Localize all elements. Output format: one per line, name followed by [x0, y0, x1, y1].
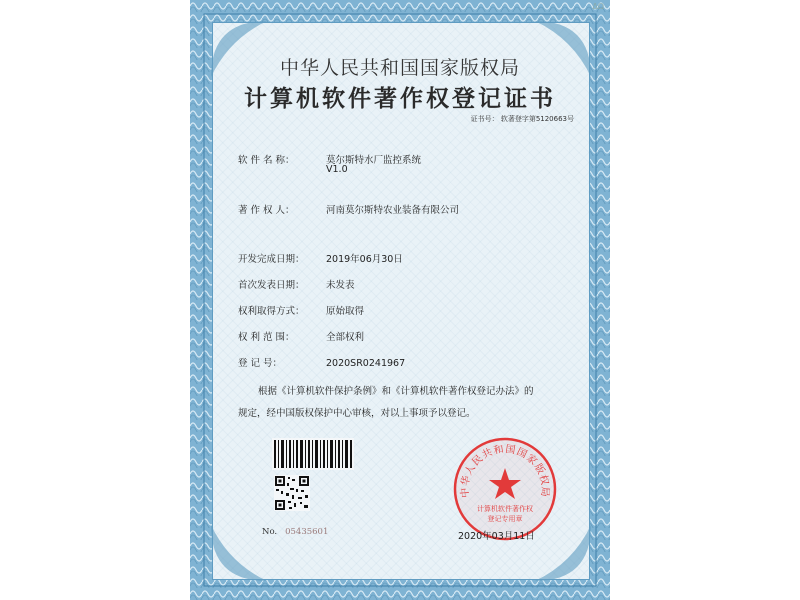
field-registration-number: [238, 355, 405, 369]
certificate-title: 计算机软件著作权登记证书: [244, 85, 556, 112]
seal-inner-line-2: 登记专用章: [487, 515, 523, 523]
issue-date: 2020年03月11日: [458, 531, 535, 542]
corner-annotation: ΔΩ: [592, 2, 604, 11]
field-value: 2020SR0241967: [326, 358, 406, 369]
field-acquisition-method: [238, 303, 364, 317]
field-label: 权 利 范 围：: [238, 332, 295, 343]
field-copyright-owner: [238, 202, 459, 216]
field-label: 著 作 权 人：: [238, 205, 295, 216]
field-label: 首次发表日期：: [238, 280, 305, 291]
issuer-title: 中华人民共和国国家版权局: [279, 57, 520, 79]
barcode-icon: [272, 438, 354, 470]
field-value: 2019年06月30日: [326, 254, 403, 265]
field-label: 权利取得方式：: [238, 306, 305, 317]
field-publication-date: [238, 277, 355, 291]
certificate-number: 证书号： 软著登字第5120663号: [470, 115, 574, 123]
field-value: 原始取得: [326, 306, 365, 317]
field-label: 开发完成日期：: [238, 254, 305, 265]
statement-line-2: 规定，经中国版权保护中心审核，对以上事项予以登记。: [238, 408, 476, 419]
qr-code-icon: [274, 475, 310, 511]
serial-number: [262, 527, 328, 537]
software-version: V1.0: [326, 164, 348, 175]
field-value: 未发表: [326, 280, 355, 291]
field-label: 软 件 名 称：: [238, 155, 295, 166]
field-label: 登 记 号：: [238, 358, 283, 369]
seal-ring-text: 中华人民共和国国家版权局: [459, 444, 551, 499]
certificate: [190, 0, 610, 600]
field-rights-scope: [238, 329, 364, 343]
field-value: 莫尔斯特水厂监控系统: [326, 155, 422, 166]
corner-ornament-icon: [209, 523, 269, 583]
field-completion-date: [238, 251, 403, 265]
field-value: 河南莫尔斯特农业装备有限公司: [326, 205, 460, 216]
serial-value: 05435601: [285, 527, 329, 537]
official-seal-icon: [452, 436, 558, 542]
seal-inner-line-1: 计算机软件著作权: [477, 505, 533, 513]
field-value: 全部权利: [326, 332, 365, 343]
serial-prefix: No.: [262, 527, 278, 537]
statement-line-1: 根据《计算机软件保护条例》和《计算机软件著作权登记办法》的: [258, 386, 534, 397]
